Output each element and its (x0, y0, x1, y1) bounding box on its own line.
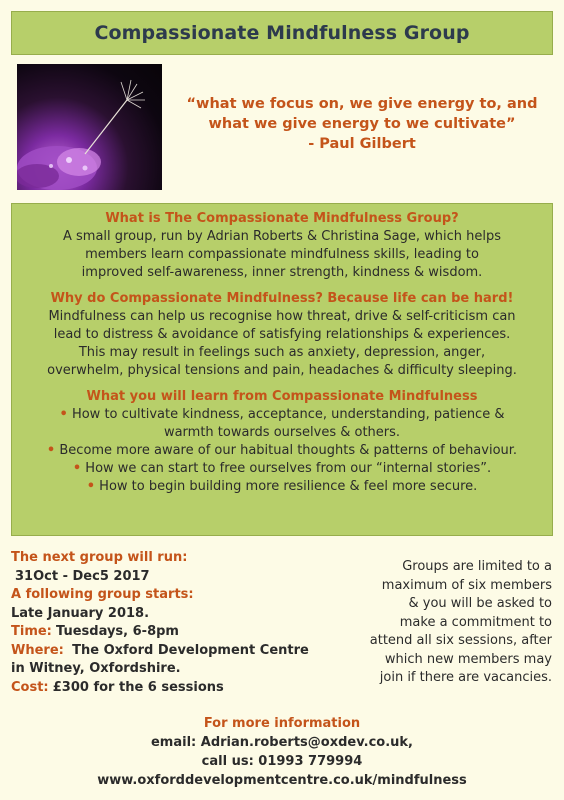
where-row (11, 642, 331, 661)
section-text: This may result in feelings such as anxiety, depression, anger, (78, 345, 486, 360)
limits-line: make a commitment to (399, 614, 552, 630)
section-text: overwhelm, physical tensions and pain, headaches & difficulty sleeping. (47, 363, 517, 378)
where-value-continuation: in Witney, Oxfordshire. (11, 661, 181, 676)
section-heading-why: Why do Compassionate Mindfulness? Because life can be hard! (50, 291, 514, 306)
limits-line: & you will be asked to (408, 596, 552, 611)
bullet-icon: • (86, 479, 96, 494)
bullet-icon: • (59, 407, 68, 422)
cost-value: £300 for the 6 sessions (52, 679, 224, 695)
where-value: The Oxford Development Centre (72, 642, 309, 658)
limits-line: which new members may (384, 651, 552, 667)
following-group-label: A following group starts: (11, 587, 194, 602)
quote-author: - Paul Gilbert (308, 136, 416, 152)
time-row (11, 623, 331, 642)
section-text: members learn compassionate mindfulness skills, leading to (85, 247, 479, 262)
info-panel (11, 203, 553, 536)
group-limits-info (300, 558, 552, 688)
next-group-dates: 31Oct - Dec5 2017 (15, 568, 150, 584)
quote-line: what we give energy to we cultivate” (208, 116, 516, 132)
time-label: Time: (11, 624, 52, 639)
following-group-date: Late January 2018. (11, 605, 150, 621)
section-text: A small group, run by Adrian Roberts & Christina Sage, which helps (62, 229, 502, 244)
quote-block (172, 94, 552, 154)
bullet-item: • How to begin building more resilience & feel more secure. (86, 479, 478, 494)
section-text: lead to distress & avoidance of satisfying relationships & experiences. (53, 327, 511, 342)
contact-footer (0, 714, 564, 790)
bullet-icon: • (46, 443, 56, 458)
email-line[interactable]: email: Adrian.roberts@oxdev.co.uk, (150, 735, 413, 750)
limits-line: maximum of six members (381, 577, 552, 593)
quote-line: “what we focus on, we give energy to, and (186, 96, 538, 112)
schedule-info (11, 549, 331, 697)
more-info-heading: For more information (203, 716, 361, 731)
next-group-label: The next group will run: (11, 550, 188, 565)
website-link[interactable]: www.oxforddevelopmentcentre.co.uk/mindfulness (97, 773, 467, 788)
phone-line[interactable]: call us: 01993 779994 (201, 754, 363, 769)
limits-line: join if there are vacancies. (379, 670, 552, 685)
section-text: improved self-awareness, inner strength, kindness & wisdom. (81, 265, 483, 280)
bullet-item-continuation: warmth towards ourselves & others. (163, 425, 401, 440)
bullet-item: • Become more aware of our habitual thoughts & patterns of behaviour. (46, 443, 518, 458)
page-title: Compassionate Mindfulness Group (94, 22, 470, 44)
section-text: Mindfulness can help us recognise how threat, drive & self-criticism can (48, 309, 516, 324)
section-heading-what-is: What is The Compassionate Mindfulness Group? (105, 211, 459, 226)
dandelion-flower-photo (17, 64, 162, 190)
title-banner (11, 11, 553, 55)
cost-row (11, 679, 331, 698)
bullet-item: • How to cultivate kindness, acceptance, understanding, patience & (59, 407, 505, 422)
time-value: Tuesdays, 6-8pm (56, 624, 179, 639)
cost-label: Cost: (11, 679, 49, 695)
bullet-icon: • (72, 461, 82, 476)
limits-line: Groups are limited to a (402, 559, 552, 574)
limits-line: attend all six sessions, after (369, 633, 552, 648)
where-label: Where: (11, 642, 64, 658)
bullet-item: • How we can start to free ourselves from our “internal stories”. (72, 461, 492, 476)
section-heading-learn: What you will learn from Compassionate Mindfulness (86, 389, 478, 404)
